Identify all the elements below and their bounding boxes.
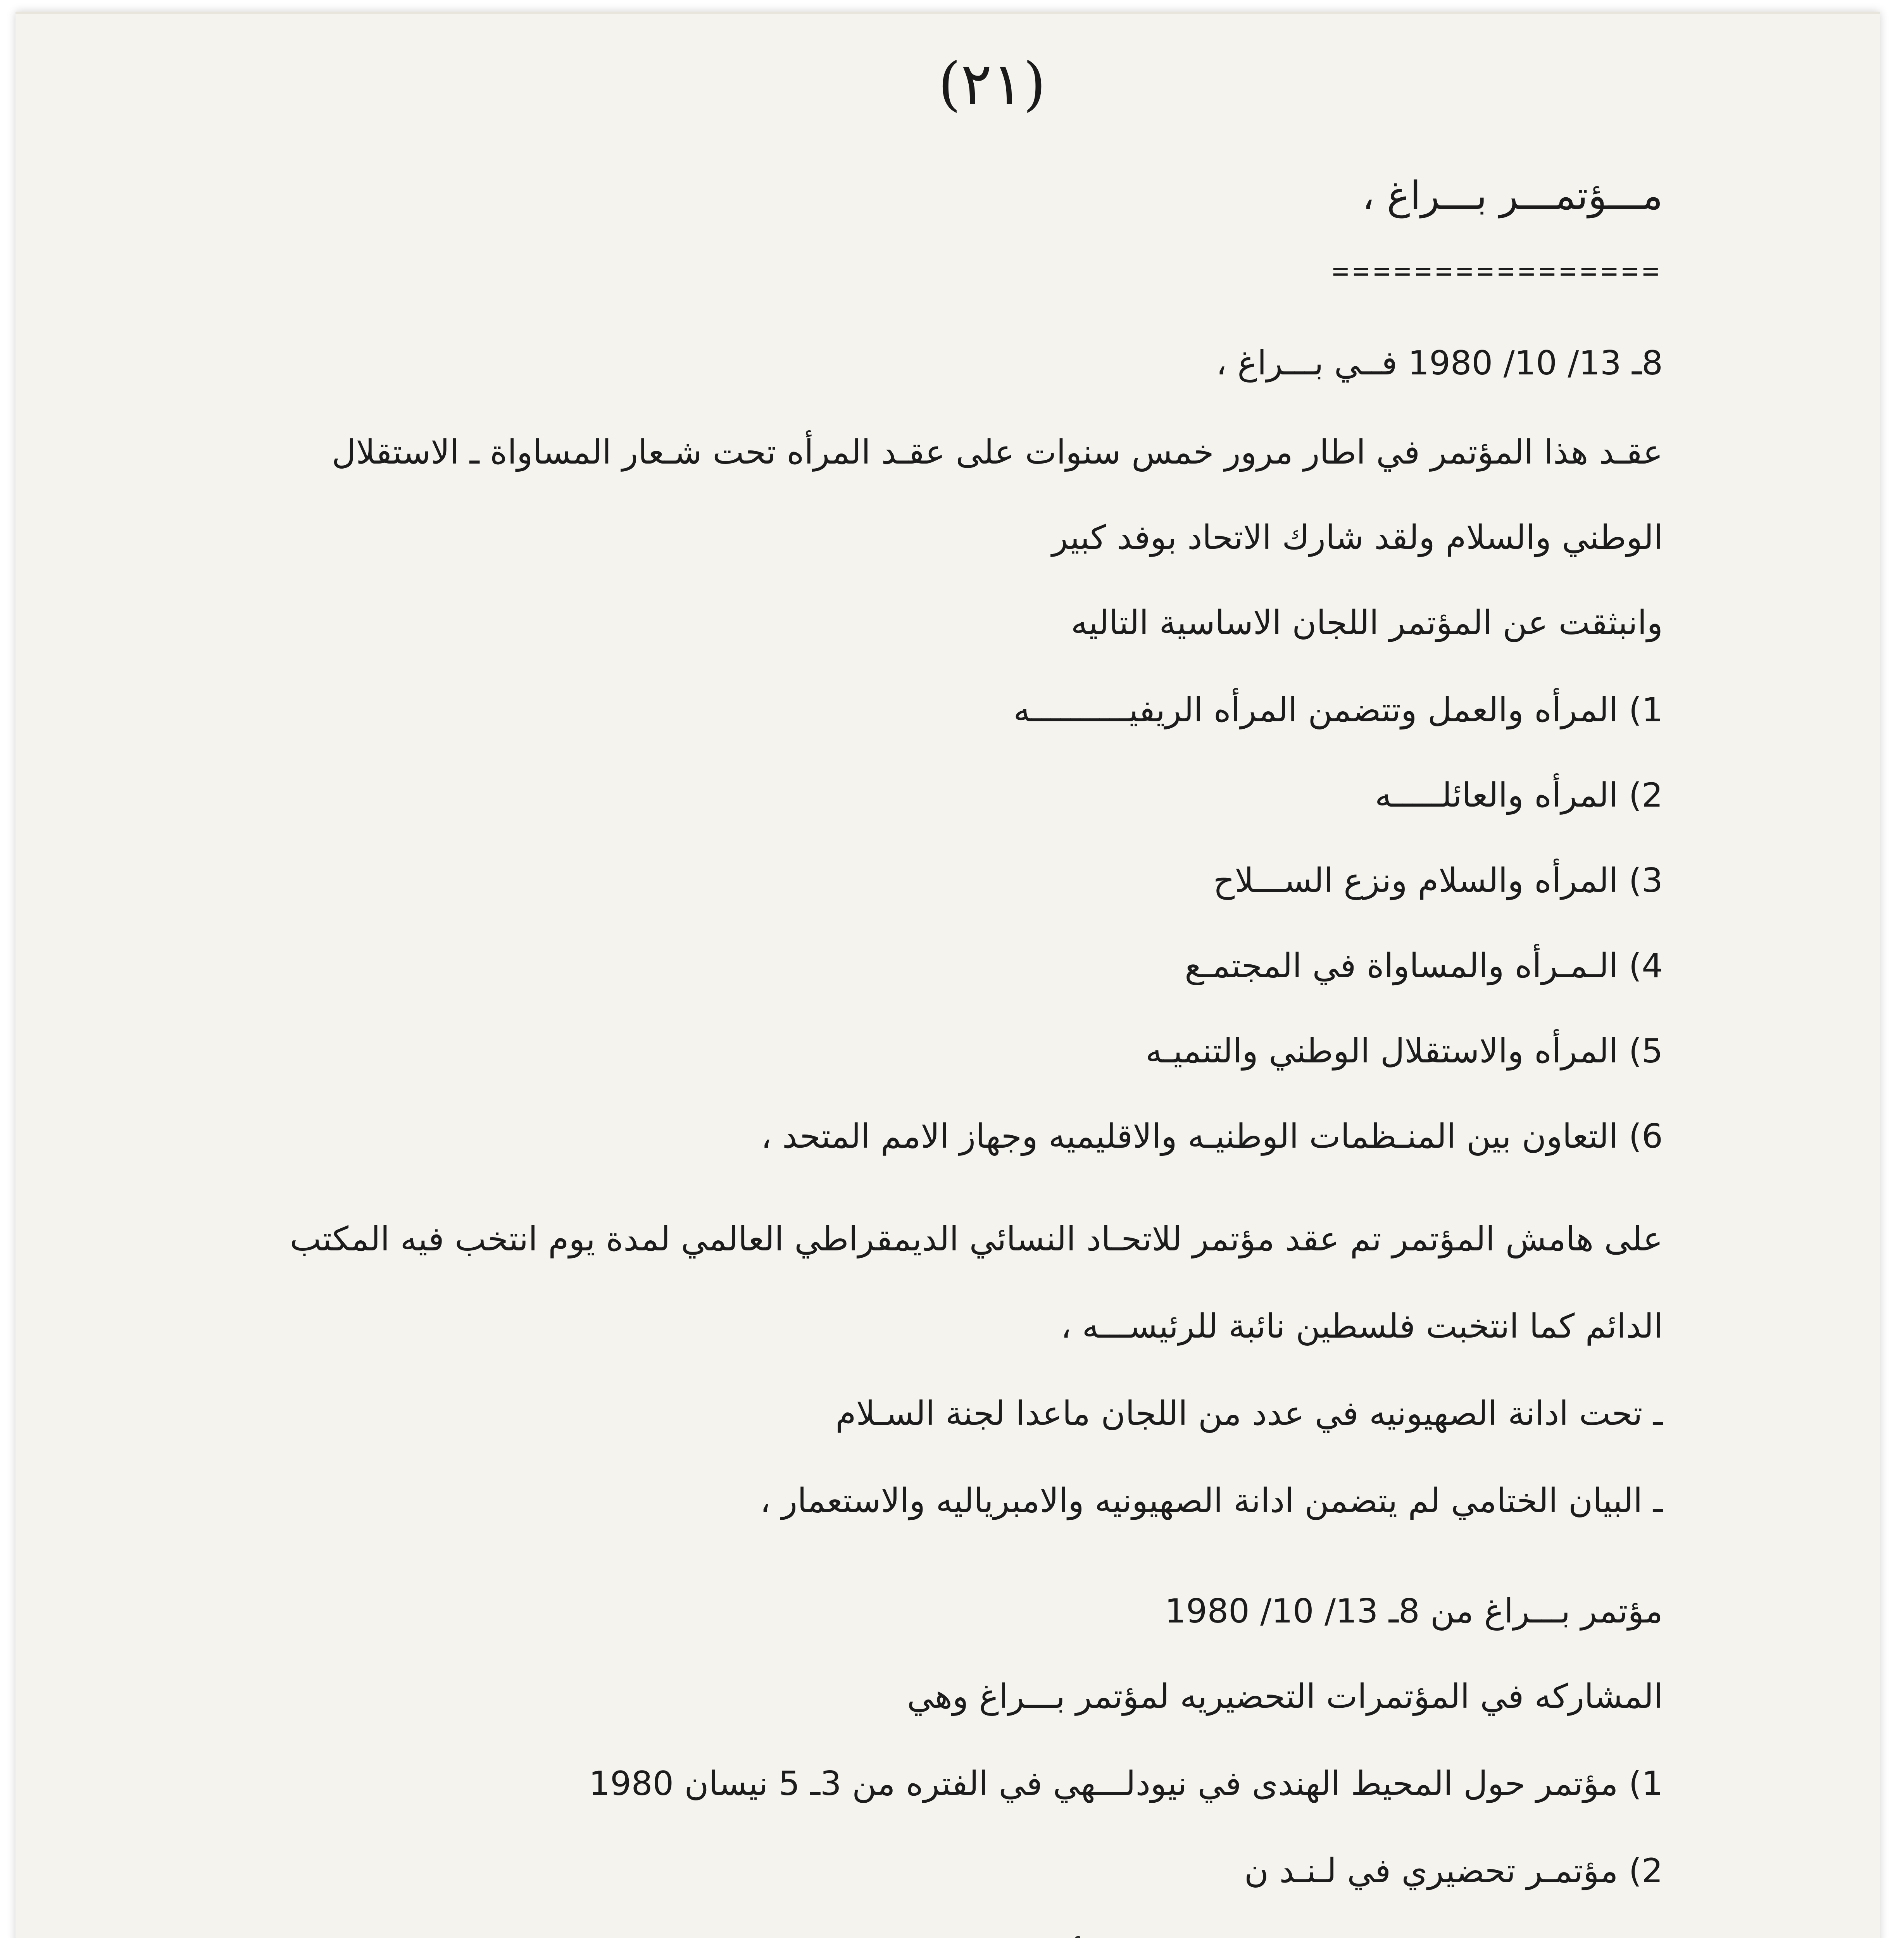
margin-note-line: الدائم كما انتخبت فلسطين نائبة للرئيســـه ، — [1061, 1307, 1663, 1346]
prep-conference-item: 2) مؤتمـر تحضيري في لـنـد ن — [1244, 1852, 1663, 1890]
committee-item: 5) المرأه والاستقلال الوطني والتنميـه — [1145, 1032, 1663, 1071]
committee-item: 4) الـمـرأه والمساواة في المجتمـع — [1185, 947, 1663, 985]
title-underline: ================ — [1332, 255, 1663, 287]
dash-item: ـ تحت ادانة الصهيونيه في عدد من اللجان ماعدا لجنة السـلام — [835, 1394, 1663, 1433]
committee-item: 2) المرأه والعائلـــــه — [1375, 776, 1663, 815]
committee-item: 3) المرأه والسلام ونزع الســـلاح — [1213, 861, 1663, 900]
document-page — [16, 12, 1880, 1938]
committees-intro: وانبثقت عن المؤتمر اللجان الاساسية التاليه — [1071, 603, 1663, 642]
prep-conference-item: 1) مؤتمر حول المحيط الهندى في نيودلـــهي في الفتره من 3ـ 5 نيسان 1980 — [589, 1764, 1663, 1803]
paper-top-edge — [16, 12, 1880, 14]
date-line: 8ـ 13/ 10/ 1980 فــي بـــراغ ، — [1216, 344, 1663, 383]
dash-item: ـ البيان الختامي لم يتضمن ادانة الصهيونيه والامبرياليه والاستعمار ، — [760, 1481, 1663, 1520]
paragraph-line: عقـد هذا المؤتمر في اطار مرور خمس سنوات على عقـد المرأه تحت شـعار المساواة ـ الاستقلال — [331, 433, 1663, 472]
margin-note-line: على هامش المؤتمر تم عقد مؤتمر للاتحـاد النسائي الديمقراطي العالمي لمدة يوم انتخب فيه المكتب — [290, 1220, 1663, 1259]
committee-item: 1) المرأه والعمل وتتضمن المرأه الريفيــــــــــه — [1013, 691, 1663, 729]
page-number: (٢١) — [938, 50, 1046, 118]
prep-heading: مؤتمر بـــراغ من 8ـ 13/ 10/ 1980 — [1165, 1592, 1663, 1631]
paragraph-line: الوطني والسلام ولقد شارك الاتحاد بوفد كبير — [1052, 518, 1663, 557]
prep-heading: المشاركه في المؤتمرات التحضيريه لمؤتمر بـــراغ وهي — [907, 1677, 1663, 1716]
committee-item: 6) التعاون بين المنـظمات الوطنيـه والاقليميه وجهاز الامم المتحد ، — [761, 1117, 1663, 1156]
document-title: مـــؤتمـــر بـــراغ ، — [1362, 173, 1663, 218]
